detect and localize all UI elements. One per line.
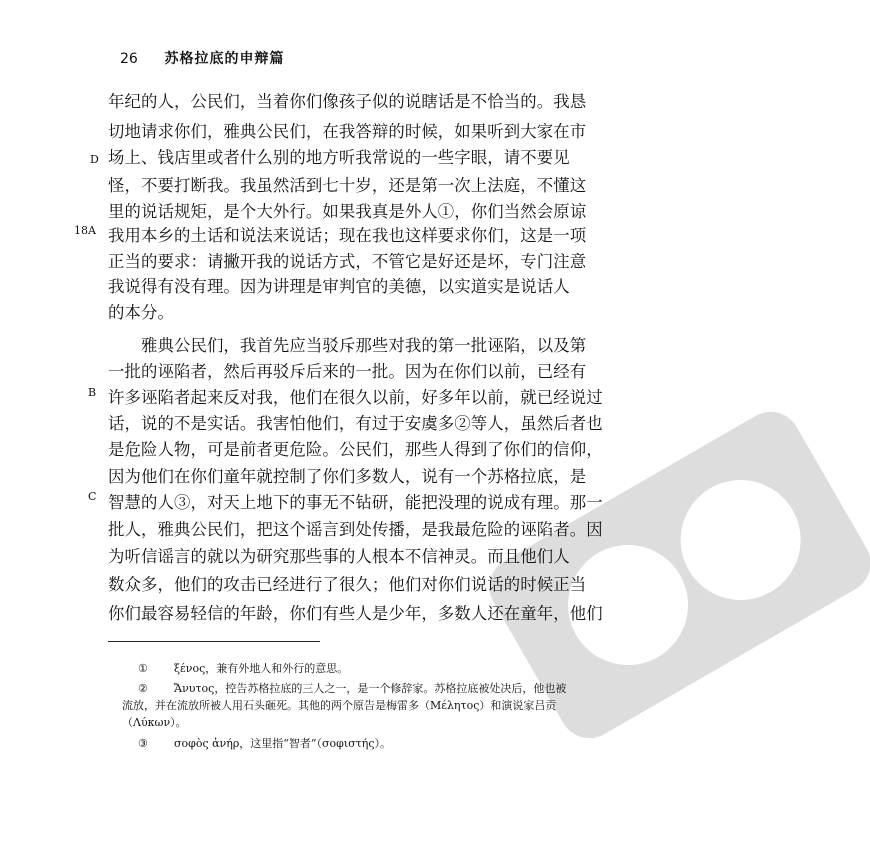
footnote-text: σοφὸς ἀνήρ，这里指“智者”（σοφιστής）。 — [174, 737, 392, 750]
body-line: 的本分。 — [108, 303, 174, 322]
page-header — [120, 48, 284, 68]
margin-ref-b: B — [88, 386, 97, 399]
footnote — [138, 738, 391, 749]
footnote-divider — [108, 641, 320, 642]
body-line: 雅典公民们，我首先应当驳斥那些对我的第一批诬陷，以及第 — [108, 336, 587, 355]
body-line: 场上、钱店里或者什么别的地方听我常说的一些字眼，请不要见 — [108, 148, 570, 167]
body-line: 正当的要求：请撇开我的说话方式，不管它是好还是坏，专门注意 — [108, 252, 587, 271]
footnote-continuation: 流放，并在流放所被人用石头砸死。其他的两个原告是梅雷多（Μέλητος）和演说家吕贡 — [122, 699, 557, 712]
body-line: 里的说话规矩，是个大外行。如果我真是外人①，你们当然会原谅 — [108, 202, 587, 221]
body-line: 我说得有没有理。因为讲理是审判官的美德，以实道实是说话人 — [108, 277, 570, 296]
body-line: 批人，雅典公民们，把这个谣言到处传播，是我最危险的诬陷者。因 — [108, 520, 603, 539]
footnote — [138, 663, 348, 674]
margin-ref-c: C — [88, 490, 97, 503]
footnote-mark: ① — [138, 662, 148, 675]
body-line: 数众多，他们的攻击已经进行了很久；他们对你们说话的时候正当 — [108, 575, 587, 594]
footnote-continuation: （Λύκων）。 — [122, 716, 187, 729]
page-number: 26 — [120, 51, 138, 67]
body-line: 因为他们在你们童年就控制了你们多数人，说有一个苏格拉底，是 — [108, 467, 587, 486]
footnote-text: ξένος，兼有外地人和外行的意思。 — [174, 662, 349, 675]
body-line: 为听信谣言的就以为研究那些事的人根本不信神灵。而且他们人 — [108, 547, 570, 566]
footnote-text: Ἄνυτος，控告苏格拉底的三人之一，是一个修辞家。苏格拉底被处决后，他也被 — [174, 682, 567, 695]
body-line: 你们最容易轻信的年龄，你们有些人是少年，多数人还在童年，他们 — [108, 604, 603, 623]
footnote-mark: ③ — [138, 737, 148, 750]
body-line: 是危险人物，可是前者更危险。公民们，那些人得到了你们的信仰， — [108, 440, 603, 459]
body-line: 许多诬陷者起来反对我，他们在很久以前，好多年以前，就已经说过 — [108, 388, 603, 407]
running-title: 苏格拉底的申辩篇 — [164, 51, 285, 67]
margin-ref-18a: 18A — [74, 224, 96, 237]
footnote — [138, 683, 566, 694]
footnote-mark: ② — [138, 682, 148, 695]
margin-ref-d: D — [90, 153, 99, 166]
body-line: 话，说的不是实话。我害怕他们，有过于安虞多②等人，虽然后者也 — [108, 414, 603, 433]
body-line: 切地请求你们，雅典公民们，在我答辩的时候，如果听到大家在市 — [108, 122, 587, 141]
body-line: 一批的诬陷者，然后再驳斥后来的一批。因为在你们以前，已经有 — [108, 362, 587, 381]
body-line: 年纪的人，公民们，当着你们像孩子似的说瞎话是不恰当的。我恳 — [108, 92, 587, 111]
body-line: 我用本乡的土话和说法来说话；现在我也这样要求你们，这是一项 — [108, 226, 587, 245]
body-line: 智慧的人③，对天上地下的事无不钻研，能把没理的说成有理。那一 — [108, 493, 603, 512]
body-line: 怪，不要打断我。我虽然活到七十岁，还是第一次上法庭，不懂这 — [108, 176, 587, 195]
